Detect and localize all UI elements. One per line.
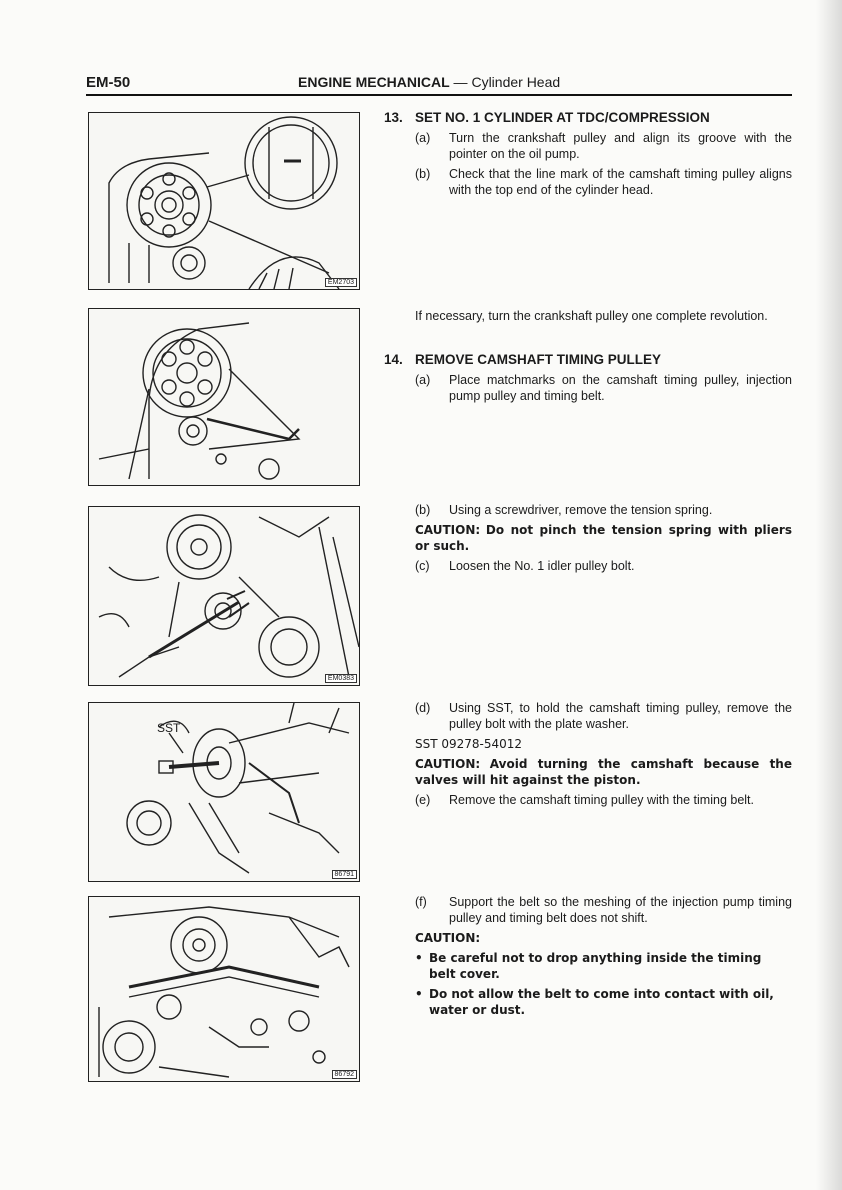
step-14f-text: Support the belt so the meshing of the injection pump timing pulley and timing belt does not shift. bbox=[449, 895, 792, 925]
step-13a-label: (a) bbox=[415, 131, 431, 145]
figure-id: EM2703 bbox=[325, 278, 357, 287]
step-14de-block bbox=[384, 700, 792, 808]
step-13-note: If necessary, turn the crankshaft pulley one complete revolution. bbox=[415, 309, 768, 323]
caution-bullet-text: Be careful not to drop anything inside the timing belt cover. bbox=[429, 951, 762, 981]
figure-id: 86792 bbox=[332, 1070, 357, 1079]
engine-front-illustration bbox=[89, 897, 359, 1081]
figure-sst-holding-pulley bbox=[88, 702, 360, 882]
sst-callout-label: SST bbox=[157, 721, 181, 735]
step-13-title: SET NO. 1 CYLINDER AT TDC/COMPRESSION bbox=[415, 110, 710, 125]
step-14c bbox=[384, 558, 792, 574]
caution-label: CAUTION: bbox=[415, 757, 481, 771]
figure-id: 86791 bbox=[332, 870, 357, 879]
step-14e-label: (e) bbox=[415, 793, 431, 807]
caution-text: Do not pinch the tension spring with pliers or such. bbox=[415, 523, 792, 553]
sst-part-number: SST 09278-54012 bbox=[415, 737, 523, 751]
step-13-number: 13. bbox=[384, 110, 403, 125]
caution-text: Avoid turning the camshaft because the valves will hit against the piston. bbox=[415, 757, 792, 787]
figure-timing-belt-support bbox=[88, 896, 360, 1082]
step-13b-label: (b) bbox=[415, 167, 431, 181]
caution-bullet bbox=[384, 950, 792, 982]
step-14c-label: (c) bbox=[415, 559, 430, 573]
step-14f bbox=[384, 894, 792, 926]
tension-spring-illustration bbox=[89, 507, 359, 685]
step-14-heading bbox=[384, 352, 792, 368]
step-14b bbox=[384, 502, 792, 518]
caution-bullet-text: Do not allow the belt to come into contact with oil, water or dust. bbox=[429, 987, 774, 1017]
step-13b bbox=[384, 166, 792, 198]
page-number: EM-50 bbox=[86, 74, 131, 91]
step-13-heading bbox=[384, 110, 792, 126]
step-14d-text: Using SST, to hold the camshaft timing pulley, remove the pulley bolt with the plate washer. bbox=[449, 701, 792, 731]
figure-crankshaft-pulley-alignment bbox=[88, 112, 360, 290]
section-name: ENGINE MECHANICAL bbox=[298, 74, 450, 90]
step-14b-label: (b) bbox=[415, 503, 431, 517]
step-14e bbox=[384, 792, 792, 808]
bullet-dot: • bbox=[415, 951, 423, 965]
step-14a-text: Place matchmarks on the camshaft timing pulley, injection pump pulley and timing belt. bbox=[449, 373, 792, 403]
caution-label: CAUTION: bbox=[415, 523, 481, 537]
step-14f-caution-label: CAUTION: bbox=[415, 931, 481, 945]
subsection-name: Cylinder Head bbox=[471, 74, 561, 90]
step-14-block bbox=[384, 352, 792, 404]
step-14d bbox=[384, 700, 792, 732]
page-header bbox=[86, 74, 792, 96]
bullet-dot: • bbox=[415, 987, 423, 1001]
step-13a-text: Turn the crankshaft pulley and align its groove with the pointer on the oil pump. bbox=[449, 131, 792, 161]
caution-bullet bbox=[384, 986, 792, 1018]
step-14f-label: (f) bbox=[415, 895, 427, 909]
step-13a bbox=[384, 130, 792, 162]
step-14-title: REMOVE CAMSHAFT TIMING PULLEY bbox=[415, 352, 661, 367]
figure-id: EM0383 bbox=[325, 674, 357, 683]
step-14f-block bbox=[384, 894, 792, 1018]
sst-pulley-illustration bbox=[89, 703, 359, 881]
step-13-block bbox=[384, 110, 792, 198]
crankshaft-pulley-illustration bbox=[89, 113, 359, 289]
step-14c-text: Loosen the No. 1 idler pulley bolt. bbox=[449, 559, 635, 573]
step-14d-caution bbox=[384, 756, 792, 788]
figure-tension-spring-removal bbox=[88, 506, 360, 686]
title-dash: — bbox=[449, 74, 472, 90]
step-13-note-block bbox=[384, 308, 792, 324]
step-14bc-block bbox=[384, 502, 792, 574]
step-13b-text: Check that the line mark of the camshaft timing pulley aligns with the top end of the cylinder head. bbox=[449, 167, 792, 197]
page-edge-shadow bbox=[816, 0, 842, 1190]
step-14a bbox=[384, 372, 792, 404]
step-14-number: 14. bbox=[384, 352, 403, 367]
step-14d-label: (d) bbox=[415, 701, 431, 715]
step-14b-caution bbox=[384, 522, 792, 554]
figure-timing-belt-matchmarks bbox=[88, 308, 360, 486]
step-14a-label: (a) bbox=[415, 373, 431, 387]
section-title bbox=[298, 74, 560, 90]
step-14e-text: Remove the camshaft timing pulley with the timing belt. bbox=[449, 793, 754, 807]
timing-belt-illustration bbox=[89, 309, 359, 485]
step-14b-text: Using a screwdriver, remove the tension spring. bbox=[449, 503, 713, 517]
